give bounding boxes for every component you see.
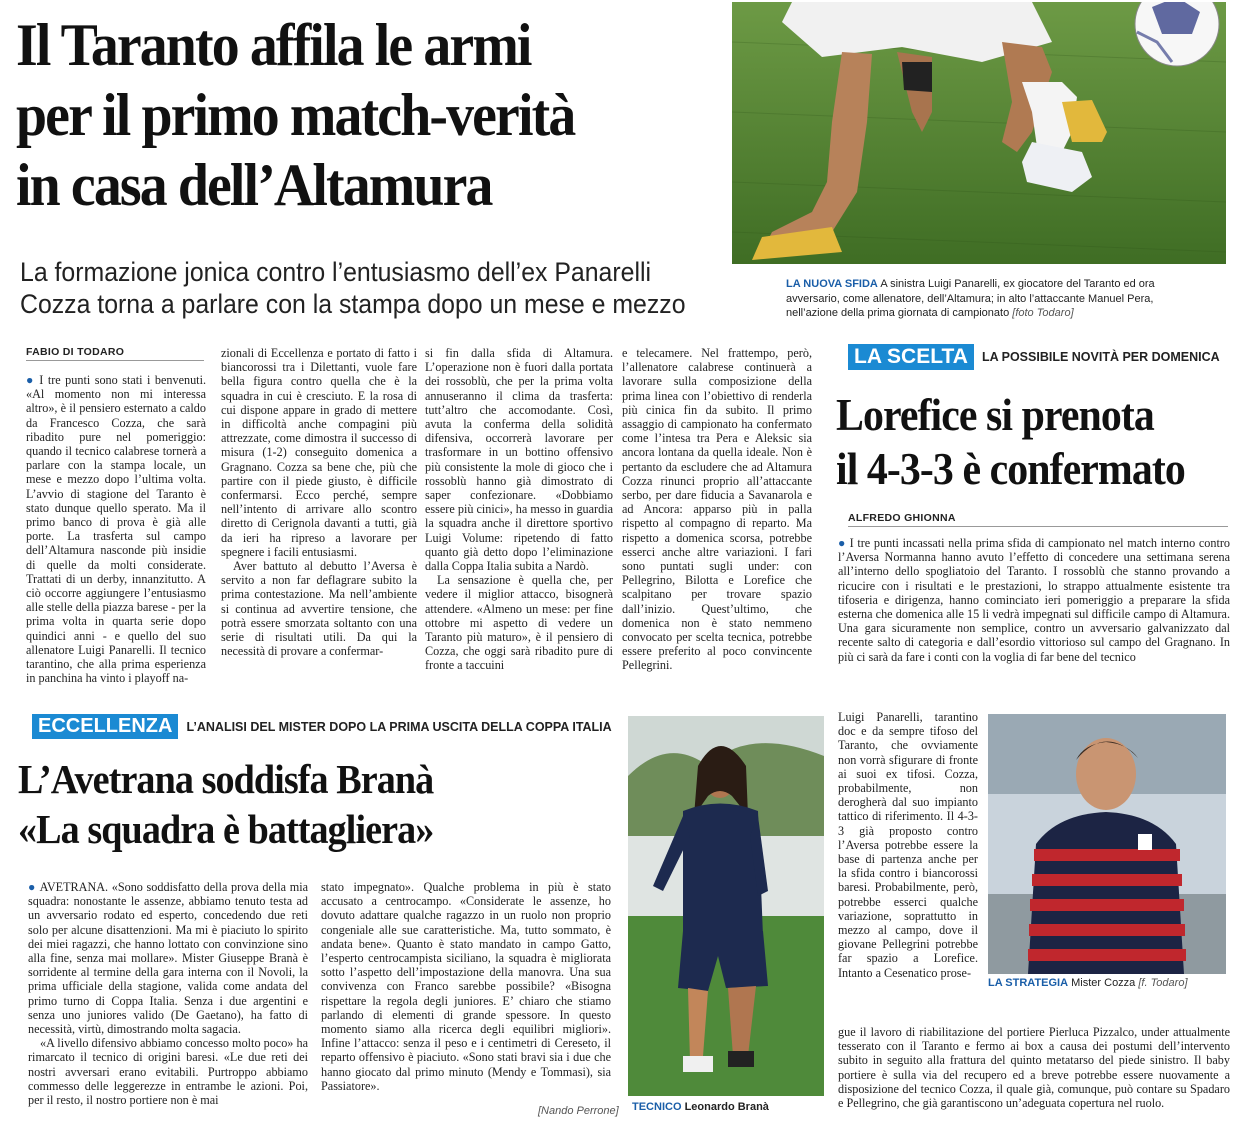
caption-kicker: LA STRATEGIA — [988, 977, 1069, 989]
main-headline-line: in casa dell’Altamura — [16, 152, 492, 218]
paragraph: e telecamere. Nel frattempo, però, l’allenatore calabrese continuerà a lavorare sulla composizione della prima linea con l’obiettivo di renderla più cinica fin da subito. Il primo assaggio di campionato ha confermato come l’intesa tra Pera e Aleksic sia ancora lontana da quella ideale. Non è pertanto da escludere che ad Altamura Cozza rinunci proprio all’attaccante serbo, per dare fiducia a Savanarola e ad Ancora: apparso più in palla rispetto al compagno di reparto. Ma rispetto a domenica scorsa, potrebbe esserci anche altre variazioni. I fari sono puntati sugli under: con Pellegrino, Bilotta e Lorefice che scalpitano per trovare spazio dall’inizio. Quest’ultimo, che domenica non è stato nemmeno convocato per scelta tecnica, potrebbe essere preferito al poco convincente Pellegrini. — [622, 346, 812, 673]
side-section-tag: LA SCELTA — [848, 344, 974, 370]
main-col-4 — [622, 346, 812, 696]
bullet-icon: ● — [838, 536, 850, 550]
bottom-headline-line: L’Avetrana soddisfa Branà — [18, 756, 434, 802]
bottom-section-tag: ECCELLENZA — [32, 714, 178, 739]
paragraph: Aver battuto al debutto l’Aversa è servito a non far deflagrare subito la prima contestazione. Ma nell’ambiente si continua ad avvertire tensione, che potrà essere smorzata soltanto con una serie di risultati utili. Da qui la necessità di provare a confermar- — [221, 559, 417, 659]
paragraph: stato impegnato». Qualche problema in più è stato accusato a centrocampo. «Considerate le assenze, ho dovuto adattare qualche ragazzo in un ruolo non proprio congeniale alle sue caratteristiche. Ma, tutto sommato, è andata bene». Quanto è stato mandato in campo Gatto, l’esperto centrocampista siciliano, la squadra è migliorata sotto l’aspetto dell’impostazione della manovra. Una sua convivenza con Franco sarebbe possibile? «Bisogna rispettare la regola degli juniores. E’ chiaro che stiamo parlando di elementi di grande spessore. In questo momento siamo alla ricerca degli equilibri migliori». Infine l’attacco: senza il peso e i centimetri di Cereseto, il reparto offensivo è piaciuto. «Sono stati bravi sia i due che hanno giocato dal primo minuto (Mendy e Tommasi), sia Passiatore». — [321, 880, 611, 1093]
side-headline-line: Lorefice si prenota — [836, 390, 1154, 440]
caption-credit: [foto Todaro] — [1012, 307, 1074, 319]
caption-text: A sinistra Luigi Panarelli, ex giocatore del Taranto ed ora avversario, come allenatore, dell’Altamura; in alto l’attaccante Manuel Pera, nell’azione della prima giornata di campionato — [786, 278, 1155, 319]
bottom-col-2 — [321, 880, 611, 1100]
bottom-tag-row — [32, 714, 612, 739]
bottom-headline-line: «La squadra è battagliera» — [18, 806, 434, 852]
side-body-mid — [838, 710, 978, 1025]
main-col-1 — [26, 373, 206, 696]
side-body-bottom — [838, 1025, 1230, 1125]
paragraph: zionali di Eccellenza e portato di fatto i biancorossi tra i Dilettanti, vuole fare bella figura contro quella che è la squadra in cui è cresciuto. E la rosa di cui dispone appare in grado di mettere in difficoltà anche compagini più attrezzate, come dimostra il successo di misura (1-2) conseguito domenica a Gragnano. Cozza sa bene che, più che partire con il piede giusto, è difficile confermarsi. Ecco perché, sempre nell’intento di arrivare allo scontro diretto di Cerignola davanti a tutti, già da ieri ha ripreso a lavorare per spegnere i facili entusiasmi. — [221, 346, 417, 559]
side-tag-line: LA POSSIBILE NOVITÀ PER DOMENICA — [981, 350, 1220, 364]
caption-text: Leonardo Branà — [684, 1101, 769, 1113]
caption-text: Mister Cozza — [1071, 977, 1136, 989]
subhead-line: La formazione jonica contro l’entusiasmo dell’ex Panarelli — [20, 257, 652, 287]
cozza-photo — [988, 714, 1226, 974]
brana-caption — [632, 1100, 769, 1115]
bottom-col-1 — [28, 880, 308, 1115]
side-headline — [836, 388, 1227, 496]
main-headline-line: Il Taranto affila le armi — [16, 12, 531, 78]
bottom-credit: [Nando Perrone] — [538, 1105, 619, 1117]
paragraph: Luigi Panarelli, tarantino doc e da sempre tifoso del Taranto, che ovviamente non vorrà sfigurare di fronte ai suoi ex tifosi. Cozza, probabilmente, non derogherà dal suo impianto tattico di riferimento. Il 4-3-3 già proposto contro l’Aversa potrebbe essere la base di partenza anche per la sfida contro i biancorossi baresi. Probabilmente, però, potrebbe esserci qualche variazione, soprattutto in mezzo al campo, dove il giovane Pellegrini potrebbe far spazio a Lorefice. Intanto a Cesenatico prose- — [838, 710, 978, 980]
brana-photo — [628, 716, 824, 1096]
side-tag-row — [848, 344, 1220, 370]
main-subheadline — [20, 256, 686, 320]
bottom-headline — [18, 754, 576, 854]
cozza-caption — [988, 976, 1228, 991]
caption-credit: [f. Todaro] — [1138, 977, 1188, 989]
side-byline: ALFREDO GHIONNA — [848, 512, 1228, 527]
paragraph: gue il lavoro di riabilitazione del portiere Pierluca Pizzalco, under attualmente tesserato con il Taranto e fermo ai box a causa dei postumi dell’intervento subito in seguito alla frattura del quinto metatarso del piede sinistro. Il baby portiere è sulla via del recupero ed a breve potrebbe essere nuovamente a disposizione del tecnico Cozza, il quale già, comunque, può contare su Spadaro e Pellegrino, che già garantiscono un’adeguata copertura nel ruolo. — [838, 1025, 1230, 1111]
side-headline-line: il 4-3-3 è confermato — [836, 444, 1185, 494]
side-body-top — [838, 536, 1230, 708]
main-headline-line: per il primo match-verità — [16, 82, 575, 148]
bullet-icon: ● — [26, 373, 40, 387]
caption-kicker: LA NUOVA SFIDA — [786, 278, 878, 290]
main-col-3 — [425, 346, 613, 696]
subhead-line: Cozza torna a parlare con la stampa dopo un mese e mezzo — [20, 289, 686, 319]
paragraph: si fin dalla sfida di Altamura. L’operazione non è fuori dalla portata dei rossoblù, che per la prima volta annuseranno il clima da trasferta: tutt’altro che accomodante. Così, avuta la conferma della solidità difensiva, occorrerà lavorare per trasformare in un bottino offensivo più consistente la mole di gioco che i rossoblù hanno già dimostrato di saper confezionare. «Dobbiamo essere più cinici», ha messo in guardia la squadra anche il direttore sportivo Luigi Volume: ripetendo di fatto quanto già detto dopo l’eliminazione dalla Coppa Italia subita a Nardò. — [425, 346, 613, 574]
top-photo-caption — [786, 277, 1186, 321]
top-photo — [732, 2, 1226, 264]
paragraph: «A livello difensivo abbiamo concesso molto poco» ha rimarcato il tecnico di origini baresi. «Le due reti dei nostri avversari erano evitabili. Purtroppo abbiamo commesso delle leggerezze in entrambe le azioni. Poi, per il resto, il nostro portiere non è mai — [28, 1036, 308, 1108]
paragraph: La sensazione è quella che, per vedere il miglior attacco, bisognerà attendere. «Almeno un mese: per fine ottobre mi aspetto di vedere un Taranto più maturo», è il pensiero di Cozza, che oggi sarà ribadito pure di fronte a taccuini — [425, 573, 613, 673]
bottom-tag-line: L’ANALISI DEL MISTER DOPO LA PRIMA USCITA DELLA COPPA ITALIA — [186, 719, 612, 734]
caption-kicker: TECNICO — [632, 1101, 682, 1113]
paragraph: I tre punti incassati nella prima sfida di campionato nel match interno contro l’Aversa Normanna hanno avuto l’effetto di concedere una settimana serena all’interno dello spogliatoio del Taranto. I rossoblù che stanno provando a ricucire con i risultati e le prestazioni, lo strappo attualmente esistente tra tifoseria e dirigenza, hanno cominciato ieri pomeriggio a preparare la sfida esterna che domenica alle 15 li vedrà impegnati sul difficile campo di Altamura. Una gara sicuramente non semplice, contro un avversario galvanizzato dal recente salto di categoria e dall’esordio vittorioso sul campo del Gragnano. In più ci sarà da fare i conti con la voglia di far bene del tecnico — [838, 536, 1230, 664]
paragraph: AVETRANA. «Sono soddisfatto della prova della mia squadra: nonostante le assenze, abbiamo tenuto testa ad un avversario rodato ed esperto, concedendo due reti solo per alcune disattenzioni. Ma mi è piaciuto lo spirito dei miei ragazzi, che hanno lottato con convinzione sino alla fine, senza mai mollare». Mister Giuseppe Branà è sorridente al termine della gara interna con il Novoli, la prima ufficiale della stagione, valida come andata del primo turno di Coppa Italia. Senza i due argentini e senza uno juniores valido (De Gaetano), ha fatto di necessità, virtù, dimostrando molta sagacia. — [28, 880, 308, 1037]
main-byline: FABIO DI TODARO — [26, 346, 204, 361]
main-col-2 — [221, 346, 417, 696]
main-headline — [16, 10, 678, 220]
paragraph: I tre punti sono stati i benvenuti. «Al momento non mi interessa altro», è il pensiero esternato a caldo da Francesco Cozza, che sarà ribadito pure nel pomeriggio: quando il tecnico calabrese tornerà a parlare con la stampa locale, un mese e mezzo dopo l’ultima volta. L’avvio di stagione del Taranto è stato dunque quello sperato. Ma il primo banco di prova è già alle porte. La trasferta sul campo dell’Altamura nasconde più insidie di quelle da molti considerate. Trattati di un derby, innanzitutto. A ciò occorre aggiungere l’entusiasmo alle stelle della piazza barese - per la prima volta in quarta serie dopo quindici anni - e quello del suo allenatore Luigi Panarelli. Il tecnico tarantino, che alla prima esperienza in panchina ha vinto i playoff na- — [26, 373, 206, 686]
bullet-icon: ● — [28, 880, 40, 894]
